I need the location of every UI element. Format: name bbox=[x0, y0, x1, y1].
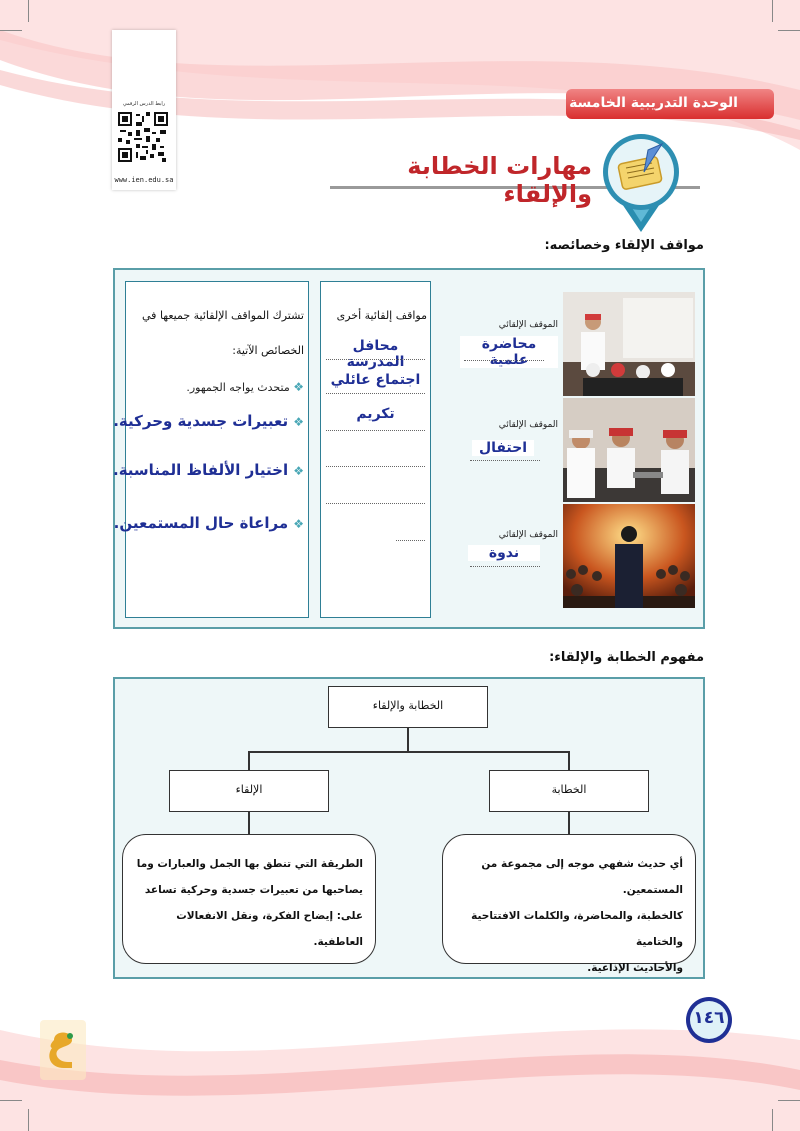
seminar-photo-image bbox=[563, 504, 695, 608]
crop-mark bbox=[778, 1100, 800, 1101]
answer-dotline bbox=[464, 360, 544, 361]
page-title: مهارات الخطابة والإلقاء bbox=[407, 152, 592, 208]
situation-name: احتفال bbox=[472, 440, 534, 456]
crop-mark bbox=[28, 1109, 29, 1131]
qr-card bbox=[112, 30, 176, 190]
situation-name: ندوة bbox=[468, 545, 540, 561]
answer-dotline bbox=[326, 359, 425, 360]
connector bbox=[248, 751, 570, 753]
root-box: الخطابة والإلقاء bbox=[328, 686, 488, 728]
diamond-bullet-icon: ❖ bbox=[293, 380, 304, 394]
connector bbox=[568, 812, 570, 835]
lecture-photo bbox=[563, 292, 695, 396]
crop-mark bbox=[772, 1109, 773, 1131]
answer-dotline bbox=[326, 466, 425, 467]
unit-banner: الوحدة التدريبية الخامسة bbox=[566, 89, 774, 119]
answer-dotline bbox=[326, 503, 425, 504]
crop-mark bbox=[28, 0, 29, 22]
seminar-photo bbox=[563, 504, 695, 608]
section-heading-concept: مفهوم الخطابة والإلقاء: bbox=[549, 650, 704, 665]
other-situations-title: مواقف إلقائية أخرى bbox=[336, 309, 427, 322]
definition-ilqa: الطريقة التي تنطق بها الجمل والعبارات وما يصاحبها من تعبيرات جسدية وحركية تساعد على: إيضاح الفكرة، ونقل الانفعالات العاطفية. bbox=[122, 834, 376, 964]
page-number: ١٤٦ bbox=[693, 1008, 725, 1028]
other-situation-item: اجتماع عائلي bbox=[330, 372, 421, 388]
celebration-photo bbox=[563, 398, 695, 502]
branch-box-khitaba: الخطابة bbox=[489, 770, 649, 812]
crop-mark bbox=[778, 30, 800, 31]
characteristics-intro: تشترك المواقف الإلقائية جميعها في bbox=[142, 309, 304, 322]
definition-khitaba: أي حديث شفهي موجه إلى مجموعة من المستمعين. كالخطبة، والمحاضرة، والكلمات الافتتاحية والختامية والأحاديث الإذاعية. bbox=[442, 834, 696, 964]
celebration-photo-image bbox=[563, 398, 695, 502]
situation-name: محاضرة علمية bbox=[460, 336, 558, 368]
list-item: ❖ اختيار الألفاظ المناسبة. bbox=[113, 461, 304, 479]
scroll-and-quill-icon bbox=[588, 128, 694, 234]
answer-dotline bbox=[326, 393, 425, 394]
qr-code-icon[interactable] bbox=[118, 112, 168, 162]
qr-label: رابط الدرس الرقمي bbox=[122, 101, 166, 107]
qr-url[interactable]: www.ien.edu.sa bbox=[114, 176, 174, 184]
branch-box-ilqa: الإلقاء bbox=[169, 770, 329, 812]
list-item: ❖ تعبيرات جسدية وحركية. bbox=[113, 412, 304, 430]
connector bbox=[407, 728, 409, 752]
list-item: ❖ مراعاة حال المستمعين. bbox=[113, 514, 304, 532]
answer-dotline bbox=[396, 540, 425, 541]
connector bbox=[568, 751, 570, 771]
connector bbox=[248, 751, 250, 771]
answer-dotline bbox=[470, 460, 540, 461]
other-situation-item: محافل المدرسة bbox=[346, 338, 405, 370]
situation-label: الموقف الإلقائي bbox=[498, 530, 558, 540]
crop-mark bbox=[0, 1100, 22, 1101]
situation-label: الموقف الإلقائي bbox=[498, 420, 558, 430]
ien-logo-icon bbox=[40, 1020, 86, 1080]
answer-dotline bbox=[326, 430, 425, 431]
crop-mark bbox=[0, 30, 22, 31]
other-situation-item: تكريم bbox=[356, 406, 395, 422]
lecture-photo-image bbox=[563, 292, 695, 396]
characteristics-panel bbox=[113, 281, 309, 618]
section-heading-situations: مواقف الإلقاء وخصائصه: bbox=[544, 238, 704, 253]
connector bbox=[248, 812, 250, 835]
diamond-bullet-icon: ❖ bbox=[293, 464, 304, 478]
crop-mark bbox=[772, 0, 773, 22]
other-situations-panel bbox=[320, 281, 431, 618]
characteristics-intro-2: الخصائص الآتية: bbox=[232, 344, 304, 357]
diamond-bullet-icon: ❖ bbox=[293, 517, 304, 531]
situation-label: الموقف الإلقائي bbox=[498, 320, 558, 330]
bottom-decoration bbox=[0, 1000, 800, 1131]
diamond-bullet-icon: ❖ bbox=[293, 415, 304, 429]
answer-dotline bbox=[470, 566, 540, 567]
list-item: ❖ متحدث يواجه الجمهور. bbox=[186, 380, 304, 394]
